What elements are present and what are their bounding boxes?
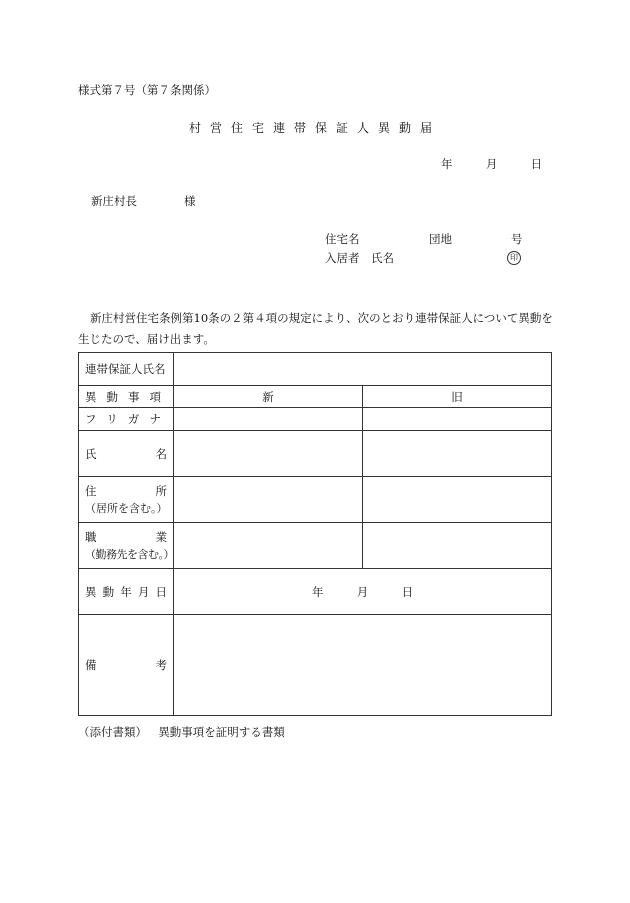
housing-number-label: 号 <box>511 232 523 246</box>
address-label: 住所 <box>85 483 167 498</box>
remarks-label: 備考 <box>79 615 174 716</box>
change-date-day: 日 <box>401 584 414 599</box>
attachment-text: 異動事項を証明する書類 <box>158 725 285 739</box>
resident-name-label: 氏名 <box>371 251 394 265</box>
document-title: 村営住宅連帯保証人異動届 <box>188 121 441 135</box>
furigana-old-field[interactable] <box>363 408 552 431</box>
furigana-row <box>79 408 552 431</box>
furigana-new-field[interactable] <box>174 408 363 431</box>
address-row <box>79 477 552 523</box>
occupation-note: （勤務先を含む。） <box>85 547 174 561</box>
housing-name-label: 住宅名 <box>325 232 360 246</box>
occupation-old-field[interactable] <box>363 523 552 569</box>
furigana-label: フリガナ <box>79 408 174 431</box>
name-row <box>79 431 552 477</box>
change-date-label: 異動年月日 <box>79 569 174 615</box>
remarks-row <box>79 615 552 716</box>
change-date-field[interactable] <box>174 569 552 615</box>
change-item-row <box>79 386 552 408</box>
date-year-label: 年 <box>441 157 453 171</box>
change-date-month: 月 <box>356 584 369 599</box>
resident-label: 入居者 <box>325 251 360 265</box>
address-label-cell <box>79 477 174 523</box>
column-old-header: 旧 <box>363 386 552 408</box>
seal-icon: 印 <box>507 251 521 265</box>
attachment-note <box>78 724 285 740</box>
occupation-new-field[interactable] <box>174 523 363 569</box>
addressee-honorific: 様 <box>184 194 196 208</box>
housing-complex-label: 団地 <box>429 232 452 246</box>
seal-mark <box>507 249 521 265</box>
header-date <box>441 156 542 172</box>
form-number: 様式第７号（第７条関係） <box>78 83 216 97</box>
name-new-field[interactable] <box>174 431 363 477</box>
change-date-year: 年 <box>311 584 324 599</box>
address-old-field[interactable] <box>363 477 552 523</box>
guarantor-name-label: 連帯保証人氏名 <box>79 353 174 386</box>
attachment-label: （添付書類） <box>78 725 147 739</box>
guarantor-name-field[interactable] <box>174 353 552 386</box>
occupation-row <box>79 523 552 569</box>
change-item-label: 異動事項 <box>79 386 174 408</box>
date-day-label: 日 <box>530 157 543 171</box>
occupation-label: 職業 <box>85 529 167 544</box>
guarantor-row <box>79 353 552 386</box>
date-month-label: 月 <box>485 157 498 171</box>
occupation-label-cell <box>79 523 174 569</box>
address-new-field[interactable] <box>174 477 363 523</box>
change-form-table <box>78 352 552 716</box>
addressee-name: 新庄村長 <box>91 194 137 208</box>
remarks-field[interactable] <box>174 615 552 716</box>
name-old-field[interactable] <box>363 431 552 477</box>
name-label: 氏名 <box>79 431 174 477</box>
change-date-row <box>79 569 552 615</box>
column-new-header: 新 <box>174 386 363 408</box>
address-note: （居所を含む。） <box>85 501 168 515</box>
body-paragraph: 新庄村営住宅条例第10条の２第４項の規定により、次のとおり連帯保証人について異動を生じたので、届け出ます。 <box>78 311 553 346</box>
